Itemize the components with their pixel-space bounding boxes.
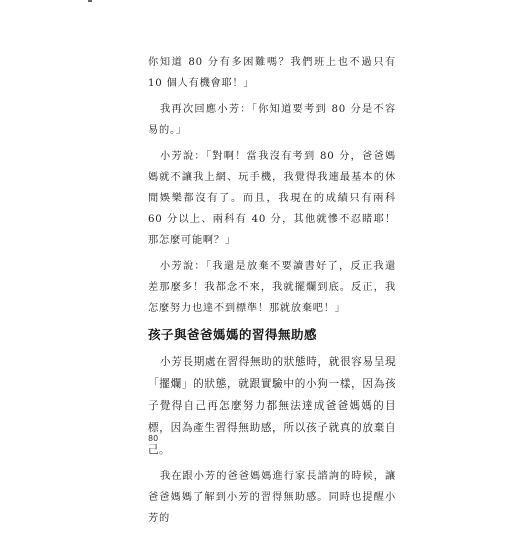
page-body — [148, 52, 396, 534]
top-edge-mark — [88, 0, 92, 2]
section-heading: 孩子與爸爸媽媽的習得無助感 — [148, 327, 318, 342]
paragraph-4: 小芳說：「我還是放棄不要讀書好了，反正我還差那麼多！我都念不來，我就擺爛到底。反正，我怎麼努力也達不到標準！那就放棄吧！」 — [148, 261, 396, 314]
paragraph-5: 小芳長期處在習得無助的狀態時，就很容易呈現「擺爛」的狀態，就跟實驗中的小狗一樣，因為孩子覺得自己再怎麼努力都無法達成爸爸媽媽的目標，因為產生習得無助感，所以孩子就真的放棄自己。 — [148, 356, 396, 456]
paragraph-2: 我再次回應小芳：「你知道要考到 80 分是不容易的。」 — [148, 104, 396, 136]
paragraph-6: 我在跟小芳的爸爸媽媽進行家長諮詢的時候，讓爸爸媽媽了解到小芳的習得無助感。同時也提醒小芳的 — [148, 471, 396, 524]
page-number: 80 — [148, 434, 159, 443]
paragraph-3: 小芳說：「對啊！當我沒有考到 80 分，爸爸媽媽就不讓我上網、玩手機，我覺得我連最基本的休閒娛樂都沒有了。而且，我現在的成績只有兩科 60 分以上、兩科有 40 分，其他就慘不忍睹耶！那怎麼可能啊？」 — [148, 151, 396, 246]
paragraph-1: 你知道 80 分有多困難嗎？我們班上也不過只有 10 個人有機會耶！」 — [148, 57, 396, 89]
